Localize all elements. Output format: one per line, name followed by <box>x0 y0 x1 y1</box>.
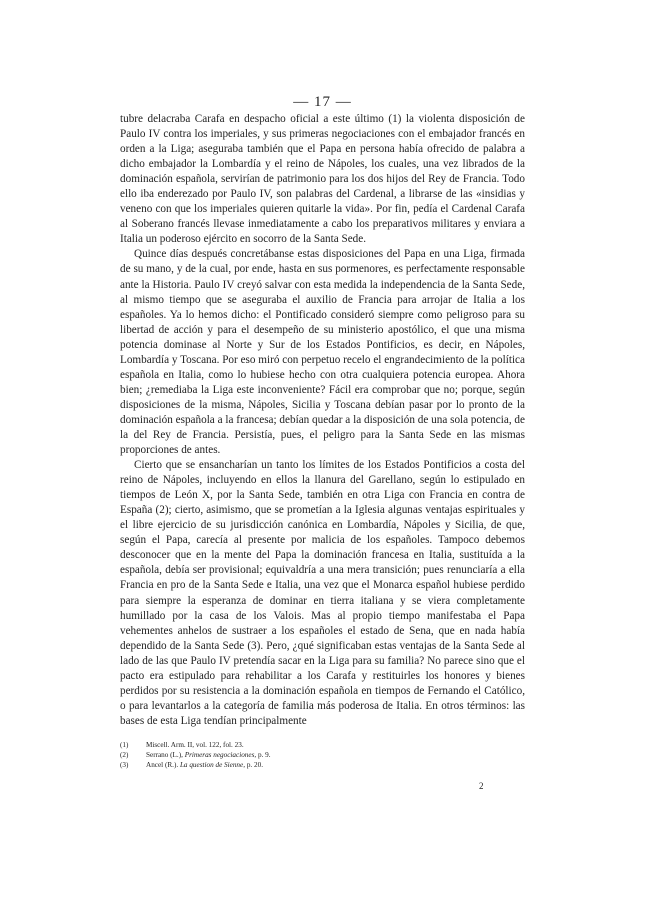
footnote <box>120 760 525 770</box>
paragraph: Cierto que se ensancharían un tanto los límites de los Estados Pontificios a costa del reino de Nápoles, incluyendo en ellos la llanura del Garellano, según lo estipulado en tiempos de León X, por la Santa Sede, también en otra Liga con Francia en contra de España (2); cierto, asimismo, que se prometían a la Iglesia algunas ventajas espirituales y el libre ejercicio de su jurisdicción canónica en Lombardía, Nápoles y Sicilia, de que, según el Papa, carecía al presente por malicia de los españoles. Tampoco debemos desconocer que en la mente del Papa la dominación francesa en Italia, sustituída a la española, debía ser provisional; equivaldría a una mera transición; pues renunciaría a ella Francia en pro de la Santa Sede e Italia, una vez que el Monarca español hubiese perdido para siempre la esperanza de dominar en tierra italiana y se viera completamente humillado por la casa de los Valois. Mas al propio tiempo manifestaba el Papa vehementes anhelos de sustraer a los españoles el estado de Sena, que en nada había dependido de la Santa Sede (3). Pero, ¿qué significaban estas ventajas de la Santa Sede al lado de las que Paulo IV pretendía sacar en la Liga para su familia? No parece sino que el pacto era estipulado para rehabilitar a los Carafa y restituirles los honores y bienes perdidos por su resistencia a la dominación española en tiempos de Fernando el Católico, o para levantarlos a la categoría de familia más poderosa de Italia. En otros términos: las bases de esta Liga tendían principalmente <box>120 459 525 727</box>
page-number: — 17 — <box>293 94 352 110</box>
footnote-text <box>146 750 271 760</box>
body-text <box>120 112 525 729</box>
footnote-author: Serrano (L.), <box>146 751 185 759</box>
footnote <box>120 740 525 750</box>
footnote-rest: , p. 9. <box>254 751 271 759</box>
footnote-text: Miscell. Arm. II, vol. 122, fol. 23. <box>146 741 244 749</box>
footnote-number: (1) <box>120 741 129 749</box>
footnote-author: Ancel (R.). <box>146 761 180 769</box>
paragraph: tubre delacraba Carafa en despacho oficial a este último (1) la violenta disposición de Paulo IV contra los imperiales, y sus primeras negociaciones con el embajador francés en orden a la Liga; aseguraba también que el Papa en persona había ofrecido de palabra a dicho embajador la Lombardía y el reino de Nápoles, los cuales, una vez librados de la dominación española, servirían de patrimonio para los dos hijos del Rey de Francia. Todo ello iba enderezado por Paulo IV, son palabras del Cardenal, a librarse de las «insidias y veneno con que los imperiales quieren quitarle la vida». Por fin, pedía el Cardenal Carafa al Soberano francés llevase inmediatamente a cabo los preparativos militares y enviara a Italia un poderoso ejército en socorro de la Santa Sede. <box>120 113 525 246</box>
footnotes <box>120 740 525 770</box>
footnote <box>120 750 525 760</box>
footnote-number: (2) <box>120 751 129 759</box>
footnote-title: Primeras negociaciones <box>184 751 255 759</box>
paragraph: Quince días después concretábanse estas disposiciones del Papa en una Liga, firmada de su mano, y de la cual, por ende, hasta en sus pormenores, es perfectamente responsable ante la Historia. Paulo IV creyó salvar con esta medida la independencia de la Santa Sede, al mismo tiempo que se aseguraba el auxilio de Francia para arrojar de Italia a los españoles. Ya lo hemos dicho: el Pontificado consideró siempre como peligroso para su libertad de acción y para el desempeño de su ministerio apostólico, el que una misma potencia dominase al Norte y Sur de los Estados Pontificios, es decir, en Nápoles, Lombardía y Toscana. Por eso miró con perpetuo recelo el engrandecimiento de la política española en Italia, como lo hubiese hecho con otra cualquiera potencia europea. Ahora bien; ¿remediaba la Liga este inconveniente? Fácil era comprobar que no; porque, según disposiciones de la misma, Nápoles, Sicilia y Toscana debían pasar por lo pronto de la dominación española a la francesa; debían quedar a la disposición de una sola potencia, de la del Rey de Francia. Persistía, pues, el peligro para la Santa Sede en las mismas proporciones de antes. <box>120 248 525 457</box>
signature-mark: 2 <box>479 781 484 791</box>
footnote-number: (3) <box>120 761 129 769</box>
footnote-title: La question de Sienne <box>179 761 244 769</box>
footnote-rest: , p. 20. <box>243 761 263 769</box>
footnote-text <box>146 760 263 770</box>
